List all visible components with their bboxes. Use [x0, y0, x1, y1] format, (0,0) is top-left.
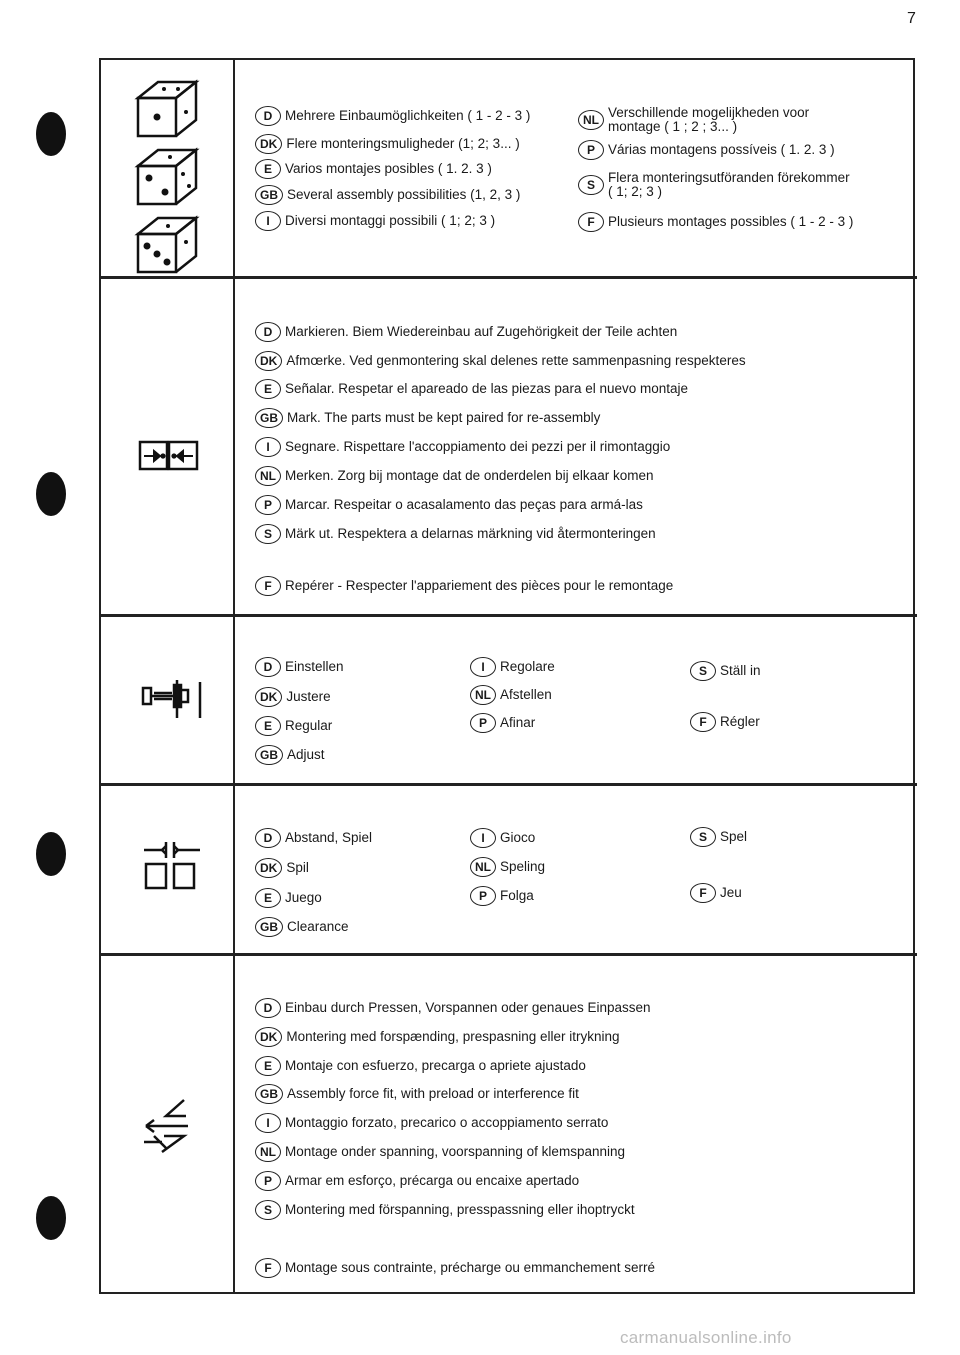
translation-text-group	[285, 382, 688, 396]
translation-text: Juego	[285, 890, 322, 905]
language-badge: I	[470, 657, 496, 677]
language-badge: D	[255, 322, 281, 342]
translation-text-group	[287, 748, 325, 762]
translation-line-dk	[255, 687, 331, 707]
translation-text-group	[287, 920, 349, 934]
translation-text: Spel	[720, 829, 748, 844]
translation-text: Adjust	[287, 747, 325, 762]
translation-text-group	[287, 1087, 579, 1101]
translation-text-group	[608, 143, 835, 157]
translation-text: Montering med forspænding, prespasning eller itrykning	[286, 1029, 620, 1044]
translation-text: Flera monteringsutföranden förekommer	[608, 170, 850, 185]
translation-text: Marcar. Respeitar o acasalamento das peças para armá-las	[285, 497, 643, 512]
language-badge: DK	[255, 351, 282, 371]
language-badge: DK	[255, 1027, 282, 1047]
translation-text: Abstand, Spiel	[285, 830, 373, 845]
language-badge: D	[255, 106, 281, 126]
translation-text: Régler	[720, 714, 760, 729]
language-badge: F	[255, 576, 281, 596]
translation-text-group	[500, 860, 545, 874]
translation-text-group	[286, 861, 309, 875]
translation-line-s	[578, 171, 850, 199]
language-badge: E	[255, 888, 281, 908]
language-badge: P	[255, 1171, 281, 1191]
language-badge: GB	[255, 1084, 283, 1104]
translation-line-f	[690, 883, 742, 903]
dice-icon	[132, 78, 204, 274]
translation-text-group	[285, 498, 643, 512]
translation-text: Repérer - Respecter l'appariement des pièces pour le remontage	[285, 578, 674, 593]
translation-text-group	[285, 1261, 655, 1275]
translation-line-dk	[255, 1027, 620, 1047]
translation-line-s	[255, 524, 656, 544]
translation-text-group	[286, 690, 330, 704]
punch-hole	[36, 1196, 66, 1240]
translation-text: Plusieurs montages possibles ( 1 - 2 - 3 )	[608, 214, 854, 229]
language-badge: NL	[470, 685, 496, 705]
punch-hole	[36, 112, 66, 156]
translation-line-d	[255, 322, 677, 342]
translation-text: Diversi montaggi possibili ( 1; 2; 3 )	[285, 213, 496, 228]
punch-hole	[36, 472, 66, 516]
clearance-icon	[142, 838, 202, 892]
translation-line-gb	[255, 917, 349, 937]
translation-text: Afmœrke. Ved genmontering skal delenes rette sammenpasning respekteres	[286, 353, 746, 368]
translation-text-group	[285, 440, 670, 454]
translation-text: Gioco	[500, 830, 536, 845]
translation-text: Montage onder spanning, voorspanning of klemspanning	[285, 1144, 625, 1159]
translation-text: Folga	[500, 888, 534, 903]
translation-line-gb	[255, 1084, 579, 1104]
language-badge: GB	[255, 745, 283, 765]
translation-line-e	[255, 1056, 586, 1076]
translation-line-nl	[470, 857, 545, 877]
translation-text-continued: ( 1; 2; 3 )	[608, 184, 663, 199]
watermark: carmanualsonline.info	[620, 1328, 792, 1347]
translation-line-s	[690, 661, 761, 681]
translation-text: Segnare. Rispettare l'accoppiamento dei pezzi per il rimontaggio	[285, 439, 671, 454]
language-badge: D	[255, 998, 281, 1018]
language-badge: P	[255, 495, 281, 515]
translation-line-dk	[255, 858, 309, 878]
translation-text-group	[285, 527, 656, 541]
translation-text: Armar em esforço, précarga ou encaixe apertado	[285, 1173, 580, 1188]
translation-line-e	[255, 888, 322, 908]
translation-line-e	[255, 159, 492, 179]
translation-text: Varios montajes posibles ( 1. 2. 3 )	[285, 161, 492, 176]
translation-text: Mehrere Einbaumöglichkeiten ( 1 - 2 - 3 )	[285, 108, 531, 123]
translation-line-gb	[255, 185, 520, 205]
mark-alignment-icon	[138, 440, 200, 472]
language-badge: E	[255, 379, 281, 399]
language-badge: E	[255, 1056, 281, 1076]
row-divider	[99, 783, 917, 786]
translation-line-gb	[255, 745, 325, 765]
translation-line-s	[690, 827, 747, 847]
language-badge: GB	[255, 185, 283, 205]
row-divider	[99, 614, 917, 617]
translation-text: Markieren. Biem Wiedereinbau auf Zugehörigkeit der Teile achten	[285, 324, 678, 339]
translation-line-p	[470, 886, 534, 906]
translation-text: Várias montagens possíveis ( 1. 2. 3 )	[608, 142, 835, 157]
language-badge: NL	[470, 857, 496, 877]
language-badge: F	[255, 1258, 281, 1278]
translation-text: Afinar	[500, 715, 536, 730]
translation-text: Merken. Zorg bij montage dat de onderdelen bij elkaar komen	[285, 468, 654, 483]
translation-text: Einstellen	[285, 659, 344, 674]
language-badge: DK	[255, 687, 282, 707]
translation-text: Regular	[285, 718, 333, 733]
translation-line-dk	[255, 134, 520, 154]
language-badge: GB	[255, 408, 283, 428]
translation-text: Ställ in	[720, 663, 761, 678]
column-divider	[233, 58, 235, 1294]
language-badge: I	[470, 828, 496, 848]
translation-text: Märk ut. Respektera a delarnas märkning vid återmonteringen	[285, 526, 656, 541]
translation-text: Assembly force fit, with preload or interference fit	[287, 1086, 579, 1101]
translation-text-group	[286, 1030, 619, 1044]
translation-text: Montage sous contrainte, précharge ou emmanchement serré	[285, 1260, 655, 1275]
translation-text: Montaggio forzato, precarico o accoppiamento serrato	[285, 1115, 609, 1130]
translation-text-group	[285, 1203, 635, 1217]
translation-line-f	[255, 1258, 655, 1278]
language-badge: E	[255, 159, 281, 179]
translation-line-i	[255, 211, 495, 231]
translation-line-p	[470, 713, 535, 733]
translation-text-group	[500, 716, 535, 730]
translation-line-d	[255, 828, 372, 848]
translation-text-group	[286, 137, 519, 151]
translation-text-continued: montage ( 1 ; 2 ; 3... )	[608, 119, 738, 134]
translation-text: Jeu	[720, 885, 742, 900]
translation-text: Regolare	[500, 659, 555, 674]
translation-line-nl	[255, 466, 653, 486]
language-badge: E	[255, 716, 281, 736]
translation-text-group	[720, 886, 742, 900]
language-badge: I	[255, 437, 281, 457]
language-badge: S	[255, 1200, 281, 1220]
language-badge: F	[690, 883, 716, 903]
translation-line-i	[255, 437, 670, 457]
language-badge: I	[255, 1113, 281, 1133]
translation-line-s	[255, 1200, 635, 1220]
translation-line-i	[255, 1113, 608, 1133]
translation-text-group	[285, 1001, 651, 1015]
translation-text-group	[285, 660, 344, 674]
translation-text-group	[720, 830, 747, 844]
translation-line-i	[470, 828, 535, 848]
translation-line-e	[255, 379, 688, 399]
translation-text-group	[285, 831, 372, 845]
language-badge: P	[470, 713, 496, 733]
translation-text: Spil	[286, 860, 309, 875]
page-number: 7	[907, 10, 916, 27]
translation-text-group	[500, 688, 552, 702]
translation-line-p	[255, 1171, 579, 1191]
language-badge: NL	[255, 466, 281, 486]
translation-text-group	[285, 891, 322, 905]
translation-text: Justere	[286, 689, 331, 704]
translation-line-gb	[255, 408, 600, 428]
translation-text-group	[285, 719, 332, 733]
translation-text-group	[500, 660, 555, 674]
translation-text-group	[285, 1116, 608, 1130]
translation-text: Speling	[500, 859, 546, 874]
translation-text-group	[285, 214, 495, 228]
adjust-screw-icon	[140, 678, 206, 720]
translation-line-dk	[255, 351, 746, 371]
translation-line-nl	[578, 106, 809, 134]
language-badge: GB	[255, 917, 283, 937]
translation-text-group	[287, 411, 600, 425]
language-badge: F	[578, 212, 604, 232]
translation-text-group	[285, 579, 673, 593]
translation-text-group	[285, 1059, 586, 1073]
translation-text-group	[285, 162, 492, 176]
translation-text: Flere monteringsmuligheder (1; 2; 3... )	[286, 136, 520, 151]
translation-line-p	[255, 495, 643, 515]
language-badge: S	[690, 661, 716, 681]
translation-text-group	[720, 664, 761, 678]
translation-text: Clearance	[287, 919, 349, 934]
translation-text-group	[287, 188, 520, 202]
translation-text-group	[500, 889, 534, 903]
translation-line-nl	[470, 685, 552, 705]
translation-text: Señalar. Respetar el apareado de las piezas para el nuevo montaje	[285, 381, 689, 396]
translation-text-group	[500, 831, 535, 845]
language-badge: F	[690, 712, 716, 732]
press-fit-icon	[136, 1096, 196, 1156]
translation-line-f	[690, 712, 760, 732]
translation-text: Several assembly possibilities (1, 2, 3 )	[287, 187, 521, 202]
language-badge: D	[255, 828, 281, 848]
translation-line-p	[578, 140, 835, 160]
translation-text-group	[608, 171, 850, 199]
translation-line-d	[255, 106, 530, 126]
language-badge: D	[255, 657, 281, 677]
language-badge: S	[690, 827, 716, 847]
language-badge: DK	[255, 134, 282, 154]
translation-text: Mark. The parts must be kept paired for re-assembly	[287, 410, 601, 425]
punch-hole	[36, 832, 66, 876]
language-badge: S	[578, 175, 604, 195]
row-divider	[99, 953, 917, 956]
language-badge: P	[578, 140, 604, 160]
translation-line-d	[255, 998, 651, 1018]
translation-text-group	[608, 106, 809, 134]
language-badge: S	[255, 524, 281, 544]
language-badge: NL	[255, 1142, 281, 1162]
language-badge: P	[470, 886, 496, 906]
translation-text-group	[285, 1174, 579, 1188]
translation-text: Afstellen	[500, 687, 552, 702]
translation-line-f	[578, 212, 853, 232]
language-badge: DK	[255, 858, 282, 878]
row-divider	[99, 276, 917, 279]
translation-line-f	[255, 576, 673, 596]
translation-line-nl	[255, 1142, 625, 1162]
translation-text-group	[285, 1145, 625, 1159]
translation-text-group	[285, 325, 677, 339]
language-badge: I	[255, 211, 281, 231]
translation-line-i	[470, 657, 555, 677]
language-badge: NL	[578, 110, 604, 130]
translation-text: Montering med förspanning, presspassning eller ihoptryckt	[285, 1202, 635, 1217]
translation-text: Einbau durch Pressen, Vorspannen oder genaues Einpassen	[285, 1000, 651, 1015]
translation-text-group	[608, 215, 853, 229]
translation-line-d	[255, 657, 344, 677]
translation-line-e	[255, 716, 332, 736]
translation-text-group	[285, 469, 653, 483]
translation-text-group	[720, 715, 760, 729]
translation-text: Montaje con esfuerzo, precarga o apriete ajustado	[285, 1058, 586, 1073]
translation-text-group	[286, 354, 745, 368]
translation-text-group	[285, 109, 530, 123]
translation-text: Verschillende mogelijkheden voor	[608, 105, 810, 120]
